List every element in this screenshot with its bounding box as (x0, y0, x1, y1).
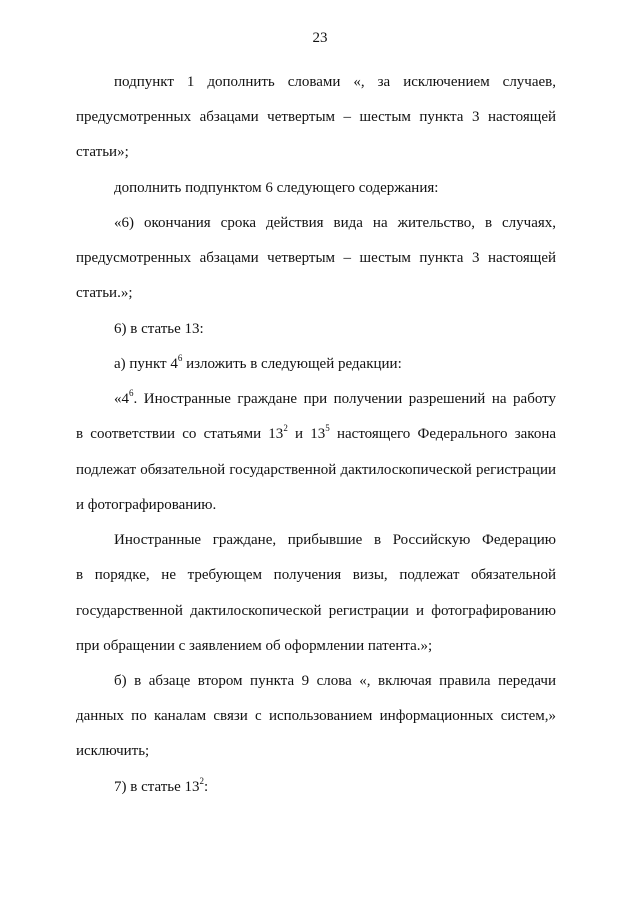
text-line: дополнить подпунктом 6 следующего содержания: (114, 180, 439, 196)
text-line: предусмотренных абзацами четвертым – шестым пункта 3 настоящей (76, 109, 556, 125)
text-line: данных по каналам связи с использованием информационных систем,» (76, 708, 556, 724)
text-run: а) пункт 4 (114, 356, 178, 372)
text-run: изложить в следующей редакции: (182, 356, 402, 372)
superscript: 6 (129, 388, 134, 398)
text-line: статьи»; (76, 144, 129, 160)
text-run: 7) в статье 13 (114, 779, 200, 795)
text-run: настоящего Федерального закона (329, 426, 557, 442)
superscript: 6 (177, 353, 183, 363)
superscript: 2 (199, 776, 205, 786)
text-run: в соответствии со статьями 13 (76, 426, 284, 442)
text-line: предусмотренных абзацами четвертым – шестым пункта 3 настоящей (76, 250, 556, 266)
text-line: статьи.»; (76, 285, 133, 301)
text-line (114, 390, 556, 408)
text-line: 6) в статье 13: (114, 321, 204, 337)
page-number: 23 (312, 30, 328, 46)
text-line: подпункт 1 дополнить словами «, за исключением случаев, (114, 74, 556, 90)
text-run: : (204, 779, 209, 795)
text-line: при обращении с заявлением об оформлении патента.»; (76, 638, 433, 654)
superscript: 5 (325, 423, 330, 433)
text-line: «6) окончания срока действия вида на жительство, в случаях, (114, 215, 556, 231)
text-line: б) в абзаце втором пункта 9 слова «, включая правила передачи (114, 673, 556, 689)
text-line (114, 355, 402, 373)
text-line: исключить; (76, 743, 150, 759)
text-line (76, 425, 556, 443)
superscript: 2 (283, 423, 288, 433)
text-line: и фотографированию. (76, 497, 217, 513)
text-line: в порядке, не требующем получения визы, подлежат обязательной (76, 567, 556, 583)
text-run: . Иностранные граждане при получении разрешений на работу (133, 391, 556, 407)
text-line: подлежат обязательной государственной дактилоскопической регистрации (76, 462, 556, 478)
text-line: государственной дактилоскопической регистрации и фотографированию (76, 603, 556, 619)
text-run: и 13 (287, 426, 326, 442)
text-line: Иностранные граждане, прибывшие в Российскую Федерацию (114, 532, 556, 548)
text-line (114, 778, 208, 796)
text-run: «4 (114, 391, 129, 407)
